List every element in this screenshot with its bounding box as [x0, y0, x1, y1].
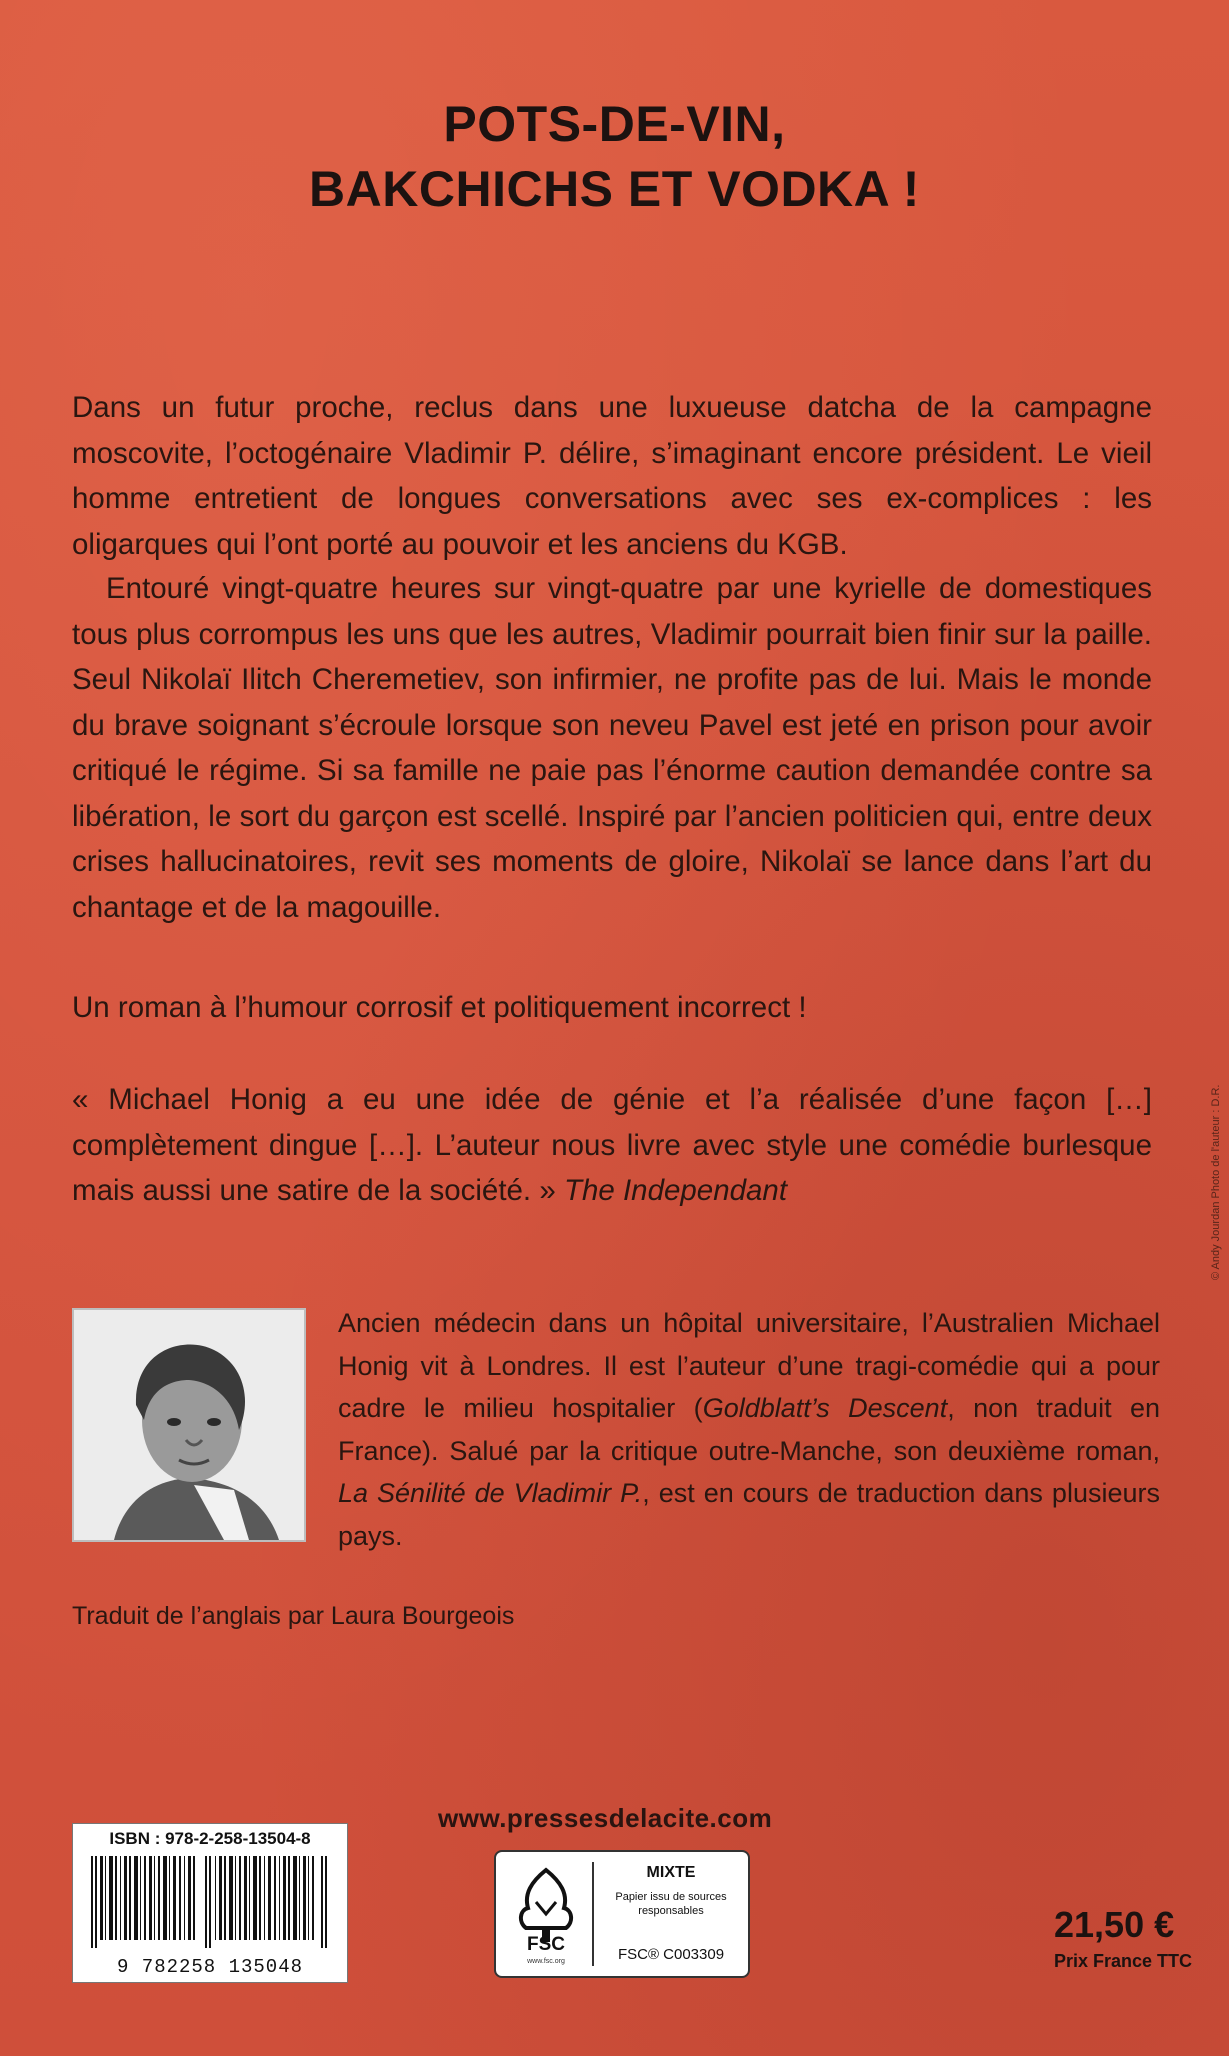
author-portrait-icon: [74, 1310, 304, 1540]
fsc-site: www.fsc.org: [527, 1958, 565, 1965]
author-photo: [72, 1308, 306, 1542]
fsc-divider: [592, 1862, 594, 1966]
publisher-url[interactable]: www.pressesdelacite.com: [438, 1803, 773, 1833]
author-bio-part-3: , est en cours de traduction dans plusieurs pays.: [338, 1478, 1160, 1551]
isbn-label: ISBN : 978-2-258-13504-8: [109, 1829, 311, 1848]
barcode-digits: 9 782258 135048: [116, 1956, 304, 1978]
headline-line-1: POTS-DE-VIN,: [443, 96, 786, 152]
isbn-barcode: [72, 1823, 348, 1983]
headline-line-2: BAKCHICHS ET VODKA !: [309, 161, 920, 217]
price-label: Prix France TTC: [1054, 1951, 1193, 1971]
synopsis-paragraph-2-text: Entouré vingt-quatre heures sur vingt-quatre par une kyrielle de domestiques tous plus corrompus les uns que les autres, Vladimir pourrait bien finir sur la paille. Seul Nikolaï Ilitch Cheremetiev, son infirmier, ne profite pas de lui. Mais le monde du brave soignant s’écroule lorsque son neveu Pavel est jeté en prison pour avoir critiqué le régime. Si sa famille ne paie pas l’énorme caution demandée contre sa libération, le sort du garçon est scellé. Inspiré par l’ancien politicien qui, entre deux crises hallucinatoires, revit ses moments de gloire, Nikolaï se lance dans l’art du chantage et de la magouille.: [72, 572, 1152, 924]
photo-credits: © Andy Jourdan Photo de l'auteur : D.R.: [1210, 1084, 1222, 1280]
review-quote: [72, 1077, 1152, 1214]
synopsis-paragraph-1: Dans un futur proche, reclus dans une luxueuse datcha de la campagne moscovite, l’octogénaire Vladimir P. délire, s’imaginant encore président. Le vieil homme entretient de longues conversations avec ses ex-complices : les oligarques qui l’ont porté au pouvoir et les anciens du KGB.: [72, 391, 1152, 561]
price-amount: 21,50 €: [1054, 1904, 1175, 1945]
author-bio-part-1: Ancien médecin dans un hôpital universitaire, l’Australien Michael Honig vit à Londres. Il est l’auteur d’une tragi-comédie qui a pour cadre le milieu hospitalier (: [338, 1308, 1160, 1423]
review-source: The Independant: [563, 1174, 788, 1207]
author-bio: [338, 1302, 1160, 1557]
synopsis-paragraph-2: [72, 566, 1152, 930]
fsc-code: FSC® C003309: [617, 1946, 725, 1963]
tagline: Un roman à l’humour corrosif et politiquement incorrect !: [72, 991, 807, 1024]
barcode-icon: [91, 1856, 329, 1948]
fsc-logo-label: FSC: [527, 1934, 565, 1955]
fsc-label: [494, 1850, 750, 1978]
author-book-2: La Sénilité de Vladimir P.: [338, 1478, 643, 1508]
fsc-mixte: MIXTE: [646, 1864, 696, 1881]
review-quote-text: « Michael Honig a eu une idée de génie et l’a réalisée d’une façon […] complètement dingue […]. L’auteur nous livre avec style une comédie burlesque mais aussi une satire de la société. »: [72, 1083, 1152, 1207]
translator-credit: Traduit de l’anglais par Laura Bourgeois: [72, 1602, 515, 1630]
fsc-description: Papier issu de sources responsables: [615, 1891, 727, 1917]
author-book-1: Goldblatt’s Descent: [702, 1393, 948, 1423]
author-bio-part-2: , non traduit en France). Salué par la critique outre-Manche, son deuxième roman,: [338, 1393, 1160, 1466]
